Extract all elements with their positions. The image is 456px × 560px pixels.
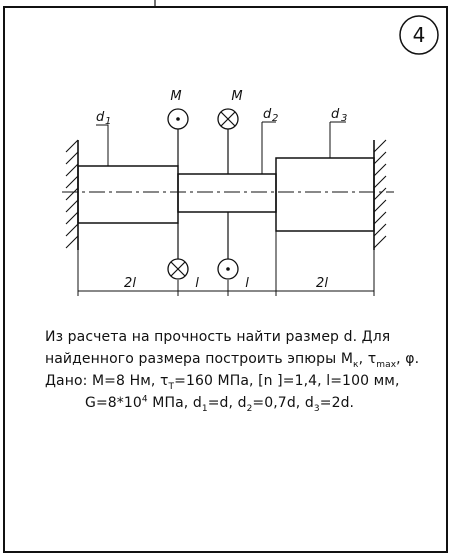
label-d2-sub: 2 bbox=[272, 113, 279, 124]
leader-d2 bbox=[262, 122, 276, 174]
shaft-segment-d1 bbox=[78, 166, 178, 223]
task-line-3-text: Дано: M=8 Нм, τ bbox=[45, 373, 169, 389]
shaft-segment-d3 bbox=[276, 158, 374, 231]
task-line-3-rest: =160 МПа, [n ]=1,4, l=100 мм, bbox=[174, 373, 400, 389]
task-line-4-sup: 4 bbox=[141, 394, 148, 405]
task-line-2 bbox=[45, 348, 445, 370]
label-d1-sub: 1 bbox=[105, 116, 112, 127]
task-line-4-mpa: МПа, d bbox=[147, 395, 202, 411]
moment-bottom-left bbox=[168, 223, 188, 279]
task-line-2-sub-max: max bbox=[376, 359, 397, 370]
right-wall bbox=[374, 140, 386, 250]
task-line-4-sub3: 3 bbox=[313, 403, 320, 414]
task-line-2-sub-k: к bbox=[353, 359, 359, 370]
task-text bbox=[45, 326, 445, 414]
leader-d3 bbox=[330, 122, 346, 158]
moment-top-right bbox=[218, 109, 238, 174]
label-d3-sub: 3 bbox=[341, 113, 348, 124]
task-line-4-b: =0,7d, d bbox=[252, 395, 314, 411]
moment-top-left bbox=[168, 109, 188, 166]
task-line-4-sub1: 1 bbox=[201, 403, 208, 414]
task-line-4-c: =2d. bbox=[319, 395, 355, 411]
moment-bottom-right bbox=[218, 212, 238, 279]
shaft-segment-d2 bbox=[178, 174, 276, 212]
task-line-1: Из расчета на прочность найти размер d. Для bbox=[45, 329, 391, 345]
page-frame bbox=[4, 7, 447, 552]
moment-label-1: M bbox=[170, 89, 182, 104]
problem-number: 4 bbox=[412, 23, 426, 47]
label-d3: d bbox=[331, 107, 340, 122]
left-wall bbox=[66, 140, 78, 250]
dim-label-2l-right: 2l bbox=[316, 276, 328, 291]
task-line-3 bbox=[45, 370, 445, 392]
leader-d1 bbox=[96, 125, 108, 166]
task-line-2-phi: , φ. bbox=[396, 351, 420, 367]
dim-label-2l-left: 2l bbox=[124, 276, 136, 291]
task-line-4-g: G=8*10 bbox=[85, 395, 142, 411]
dim-label-l-left: l bbox=[195, 276, 199, 291]
task-line-4-sub2: 2 bbox=[246, 403, 253, 414]
dim-label-l-right: l bbox=[245, 276, 249, 291]
task-line-4-a: =d, d bbox=[207, 395, 247, 411]
label-d2: d bbox=[263, 107, 272, 122]
label-d1: d bbox=[96, 110, 105, 125]
task-line-4 bbox=[45, 392, 445, 414]
moment-label-2: M bbox=[231, 89, 243, 104]
task-line-2-tau: , τ bbox=[358, 351, 377, 367]
task-line-2-text: найденного размера построить эпюры M bbox=[45, 351, 354, 367]
task-line-3-sub-t: T bbox=[168, 381, 175, 392]
